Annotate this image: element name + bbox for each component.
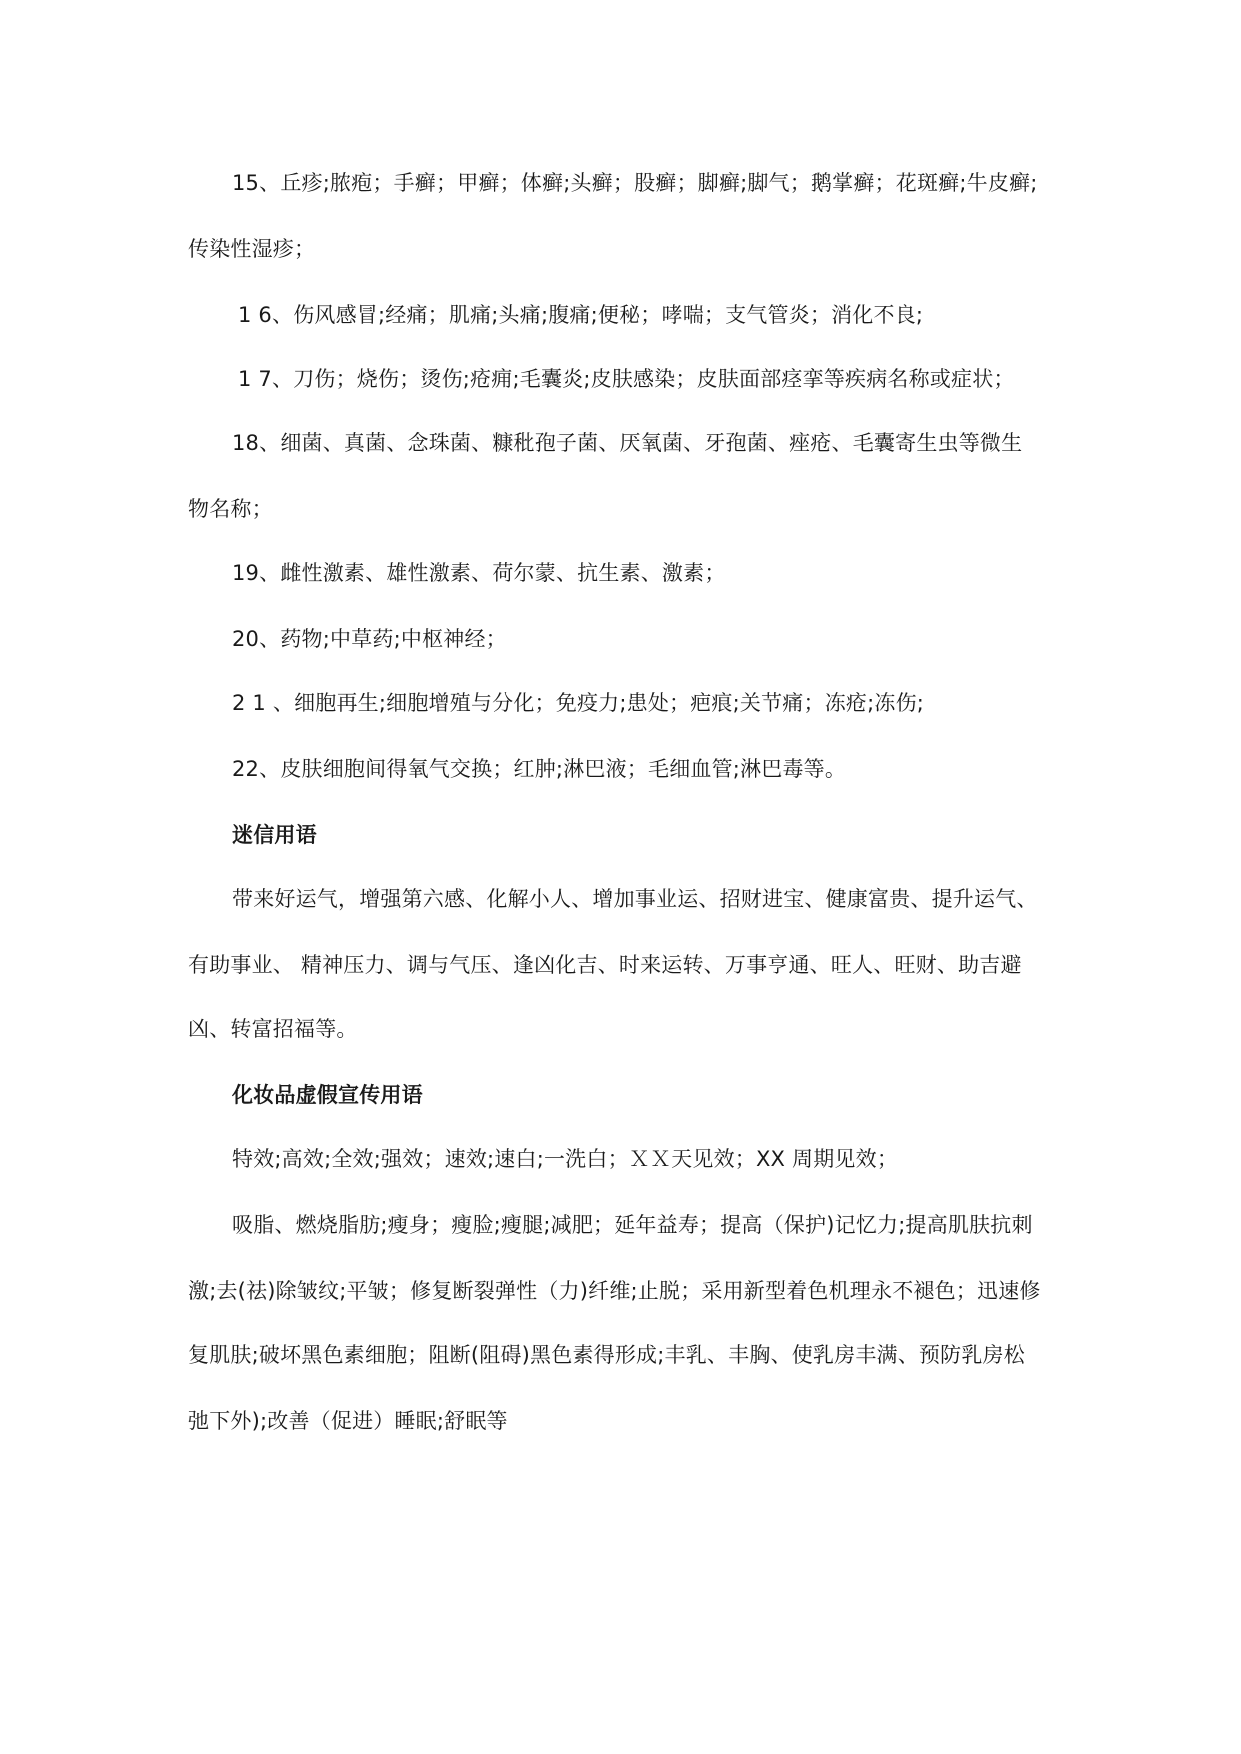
paragraph-cosmetics-1: 特效;高效;全效;强效；速效;速白;一洗白；ＸＸ天见效；XX 周期见效； (232, 1147, 899, 1171)
list-item-18-continued: 物名称； (188, 497, 273, 521)
list-item-15: 15、丘疹;脓疱；手癣；甲癣；体癣;头癣；股癣；脚癣;脚气；鹅掌癣；花斑癣;牛皮癣; (232, 171, 1038, 195)
section-heading-cosmetics: 化妆品虚假宣传用语 (232, 1083, 423, 1107)
section-heading-superstition: 迷信用语 (232, 823, 317, 847)
list-item-22: 22、皮肤细胞间得氧气交换；红肿;淋巴液；毛细血管;淋巴毒等。 (232, 757, 847, 781)
list-item-19: 19、雌性激素、雄性激素、荷尔蒙、抗生素、激素； (232, 561, 726, 585)
list-item-18: 18、细菌、真菌、念珠菌、糠秕孢子菌、厌氧菌、牙孢菌、痤疮、毛囊寄生虫等微生 (232, 431, 1023, 455)
list-item-16: 1 6、伤风感冒;经痛；肌痛;头痛;腹痛;便秘；哮喘；支气管炎；消化不良; (238, 303, 924, 327)
paragraph-cosmetics-5: 弛下外);改善（促进）睡眠;舒眠等 (188, 1409, 508, 1433)
paragraph-cosmetics-3: 激;去(祛)除皱纹;平皱；修复断裂弹性（力)纤维;止脱；采用新型着色机理永不褪色；迅速修 (188, 1279, 1041, 1303)
list-item-15-continued: 传染性湿疹； (188, 237, 316, 261)
paragraph-cosmetics-4: 复肌肤;破坏黑色素细胞；阻断(阻碍)黑色素得形成;丰乳、丰胸、使乳房丰满、预防乳房松 (188, 1343, 1025, 1367)
paragraph-superstition-3: 凶、转富招福等。 (188, 1017, 358, 1041)
list-item-21: 2 1 、细胞再生;细胞增殖与分化；免疫力;患处；疤痕;关节痛；冻疮;冻伤; (232, 691, 925, 715)
paragraph-cosmetics-2: 吸脂、燃烧脂肪;瘦身；瘦脸;瘦腿;减肥；延年益寿；提高（保护)记忆力;提高肌肤抗刺 (232, 1213, 1033, 1237)
list-item-17: 1 7、刀伤；烧伤；烫伤;疮痈;毛囊炎;皮肤感染；皮肤面部痉挛等疾病名称或症状； (238, 367, 1015, 391)
paragraph-superstition-1: 带来好运气，增强第六感、化解小人、增加事业运、招财进宝、健康富贵、提升运气、 (232, 887, 1038, 911)
list-item-20: 20、药物;中草药;中枢神经； (232, 627, 507, 651)
paragraph-superstition-2: 有助事业、 精神压力、调与气压、逢凶化吉、时来运转、万事亨通、旺人、旺财、助吉避 (188, 953, 1022, 977)
